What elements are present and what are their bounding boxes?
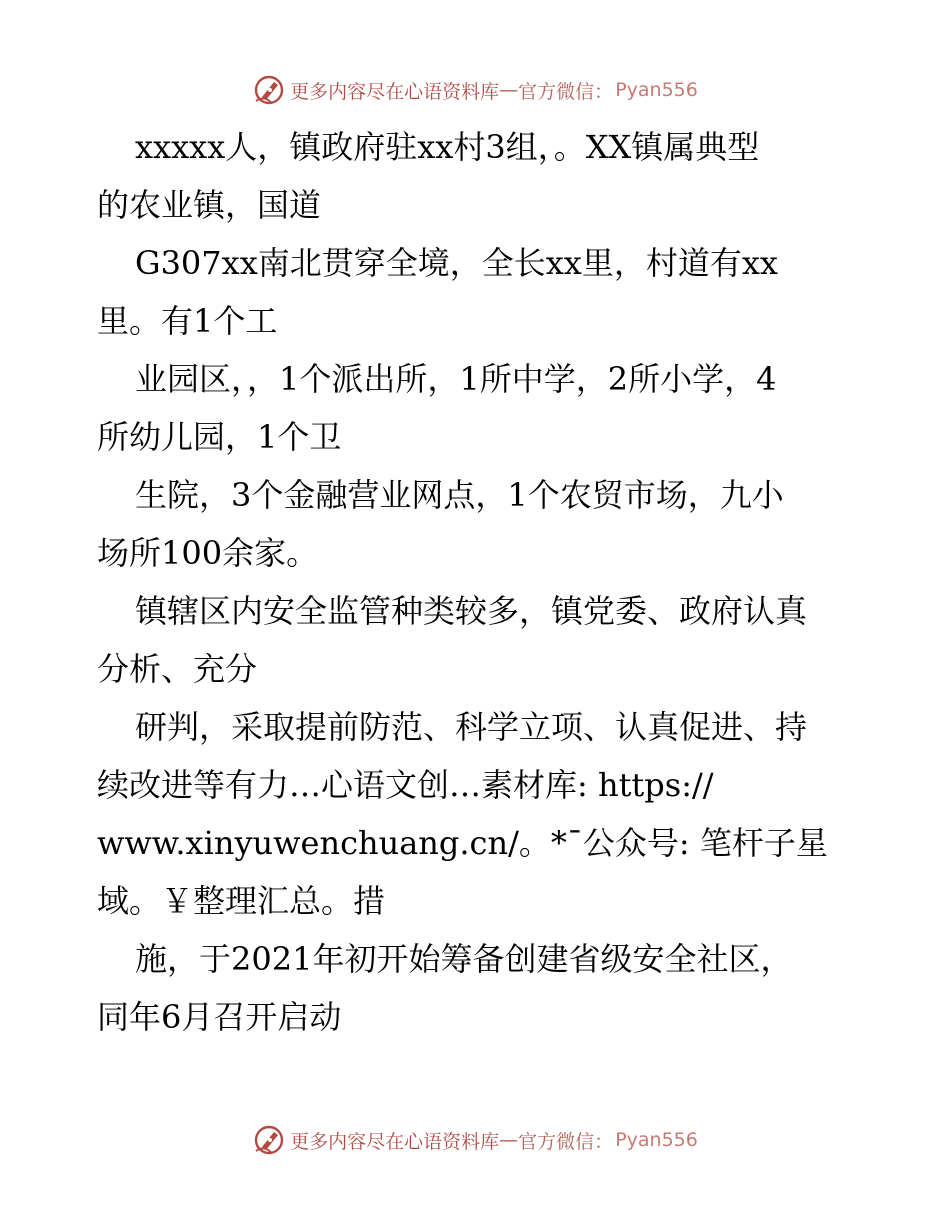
text-line: 施，于2021年初开始筹备创建省级安全社区， xyxy=(135,940,793,978)
text-line: 分析、充分 xyxy=(97,650,258,688)
text-line: G307xx南北贯穿全境，全长xx里，村道有xx xyxy=(135,244,778,282)
banner-wechat-label: 官方微信： xyxy=(518,80,614,103)
text-line: 镇辖区内安全监管种类较多，镇党委、政府认真 xyxy=(135,592,808,630)
text-line: 所幼儿园，1个卫 xyxy=(97,418,342,456)
banner-separator: — xyxy=(499,1129,519,1151)
footer-banner xyxy=(0,1122,950,1158)
text-line: 业园区，，1个派出所，1所中学，2所小学，4 xyxy=(135,360,777,398)
pen-nib-icon xyxy=(252,1123,286,1157)
text-line: 域。￥整理汇总。措 xyxy=(97,882,386,920)
text-line: 的农业镇，国道 xyxy=(97,186,322,224)
text-line: xxxxx人，镇政府驻xx村3组，。XX镇属典型 xyxy=(135,128,760,166)
header-banner xyxy=(0,72,950,108)
body-text xyxy=(97,118,857,1046)
banner-wechat-id: Pyan556 xyxy=(615,1129,698,1151)
text-line: 续改进等有力…心语文创…素材库: https:// xyxy=(97,766,714,804)
banner-text: 更多内容尽在心语资料库 xyxy=(290,1130,500,1153)
banner-wechat-id: Pyan556 xyxy=(615,79,698,101)
banner-text: 更多内容尽在心语资料库 xyxy=(290,80,500,103)
banner-separator: — xyxy=(499,79,519,101)
text-line: 生院，3个金融营业网点，1个农贸市场，九小 xyxy=(135,476,784,514)
text-line: www.xinyuwenchuang.cn/。*¯公众号: 笔杆子星 xyxy=(97,824,828,862)
pen-nib-icon xyxy=(252,73,286,107)
text-line: 里。有1个工 xyxy=(97,302,278,340)
banner-wechat-label: 官方微信： xyxy=(518,1130,614,1153)
text-line: 同年6月召开启动 xyxy=(97,998,342,1036)
text-line: 场所100余家。 xyxy=(97,534,319,572)
text-line: 研判，采取提前防范、科学立项、认真促进、持 xyxy=(135,708,808,746)
